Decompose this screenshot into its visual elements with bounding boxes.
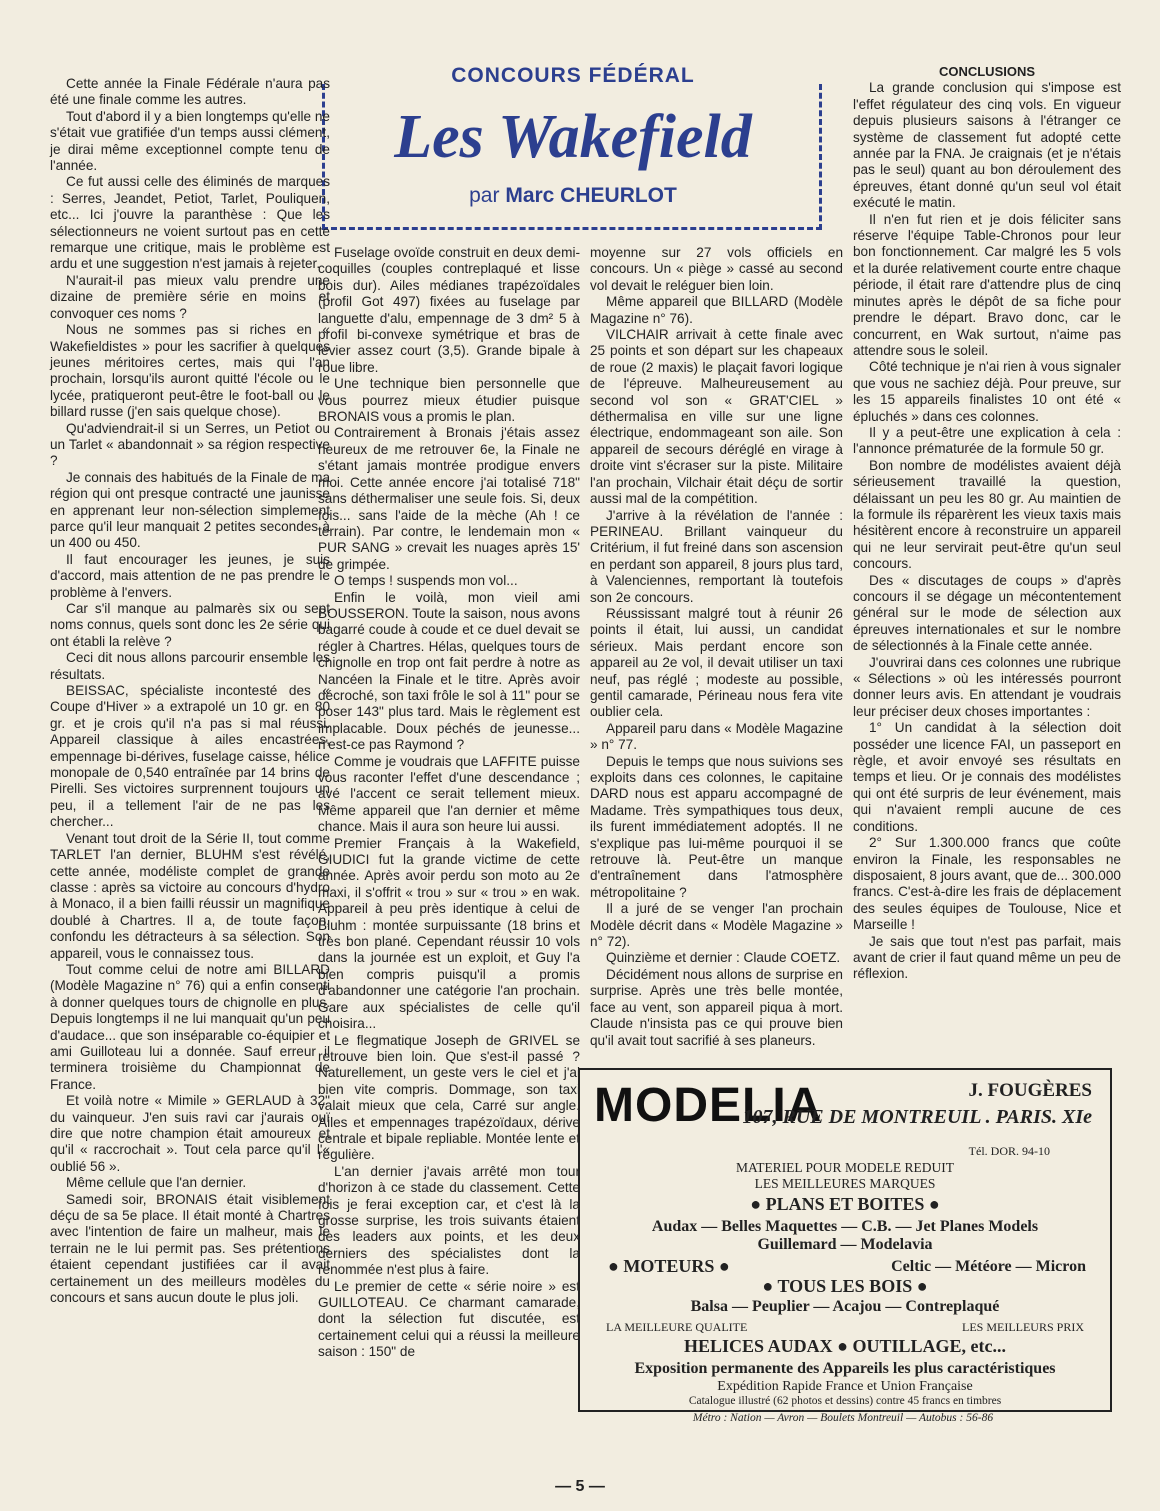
paragraph: Et voilà notre « Mimile » GERLAUD à 32" du vainqueur. J'en suis ravi car j'aurais ouï dire que notre champion était amoureux et qu'il « raccrochait ». Tout cela parce qu'il l'« oublié 56 ».	[50, 1093, 330, 1174]
ad-expedition-line: Expédition Rapide France et Union Française	[717, 1379, 973, 1394]
article-byline	[322, 184, 824, 208]
ad-metro-line: Métro : Nation — Avron — Boulets Montreuil — Autobus : 56-86	[692, 1412, 994, 1424]
ad-store-name: J. FOUGÈRES	[968, 1080, 1092, 1101]
paragraph: Le flegmatique Joseph de GRIVEL se retrouve bien loin. Que s'est-il passé ? Naturellement, un geste vers le ciel et j'ai bien vite compris. Dommage, son taxi valait mieux que cela, Carré sur angle. Ailes et empennages trapézoïdaux, dérive centrale et bipale repliable. Montée lente et régulière.	[318, 1032, 580, 1163]
paragraph: Réussissant malgré tout à réunir 26 points il était, lui aussi, un candidat sérieux. Mais perdant encore son appareil au 2e vol, il devait utiliser un taxi neuf, pas réglé ; modeste au possible, gentil camarade, Périneau nous fera vite oublier cela.	[590, 605, 843, 720]
ad-prices: LES MEILLEURS PRIX	[961, 1320, 1084, 1334]
paragraph: Quinzième et dernier : Claude COETZ.	[606, 950, 841, 966]
ad-brands-line: Audax — Belles Maquettes — C.B. — Jet Planes Models	[651, 1218, 1039, 1235]
paragraph: Il y a peut-être une explication à cela : l'annonce prématurée de la formule 50 gr.	[853, 424, 1121, 457]
paragraph: Depuis le temps que nous suivions ses exploits dans ces colonnes, le capitaine DARD nous est apparu accompagné de Madame. Très sympathiques tous deux, ils furent immédiatement adoptés. Il ne s'explique pas lui-même pourquoi il se retrouve là. Peut-être un manque d'entraînement dans l'atmosphère métropolitaine ?	[590, 753, 843, 900]
ad-quality-prices	[606, 1320, 1084, 1335]
paragraph: J'ouvrirai dans ces colonnes une rubrique « Sélections » où les intéressés pourront donner leurs avis. En attendant je voudrais leur préciser deux choses importantes :	[853, 654, 1121, 719]
article-column-1	[50, 76, 330, 1306]
article-header	[322, 64, 824, 234]
paragraph: Même appareil que BILLARD (Modèle Magazine n° 76).	[590, 294, 843, 326]
paragraph: Même cellule que l'an dernier.	[66, 1175, 247, 1191]
paragraph: Tout comme celui de notre ami BILLARD (Modèle Magazine n° 76) qui a enfin consenti à donner quelques tours de chignolle en plus. Depuis longtemps il ne lui manquait qu'un peu d'audace... que son inséparable co-équipier et ami Guilloteau lui a donnée. Sauf erreur il terminera troisième du Championnat de France.	[50, 961, 330, 1092]
paragraph: Nous ne sommes pas si riches en « Wakefieldistes » pour les sacrifier à quelques jeunes méritoires certes, mais qui l'an prochain, lorsqu'ils auront quitté l'école ou le lycée, pratiqueront peut-être le foot-ball ou le billard russe (j'en sais quelque chose).	[50, 322, 330, 420]
paragraph: Le premier de cette « série noire » est GUILLOTEAU. Ce charmant camarade, dont la sélection fut discutée, est certainement celui qui a réussi la meilleure saison : 150" de	[318, 1278, 580, 1360]
conclusions-heading: CONCLUSIONS	[938, 64, 1036, 79]
article-column-3	[590, 245, 843, 1049]
modelia-advertisement	[578, 1068, 1112, 1412]
ad-helices-line: HELICES AUDAX ● OUTILLAGE, etc...	[684, 1336, 1006, 1356]
ad-motors-line: Celtic — Météore — Micron	[891, 1258, 1086, 1275]
ad-brands-line: Guillemard — Modelavia	[757, 1236, 933, 1253]
paragraph: Il faut encourager les jeunes, je suis d'accord, mais attention de ne pas prendre le problème à l'envers.	[50, 551, 330, 600]
paragraph: Ceci dit nous allons parcourir ensemble les résultats.	[50, 650, 330, 682]
paragraph: Bon nombre de modélistes avaient déjà sérieusement travaillé la question, délaissant un peu les 80 gr. Au maintien de la formule ils réparèrent les vieux taxis mais hésitèrent encore à reconstruire un appareil qui ne leur servirait peut-être qu'un seul concours.	[853, 457, 1121, 572]
paragraph: La grande conclusion qui s'impose est l'effet régulateur des cinq vols. En vigueur depuis plusieurs saisons à l'étranger ce système de classement fut adopté cette année par la FNA. Je craignais (et je n'étais pas le seul) quant au bon déroulement des épreuves, étant donné qu'un seul vol était exécuté le matin.	[853, 80, 1121, 211]
paragraph: BEISSAC, spécialiste incontesté des « Coupe d'Hiver » a extrapolé un 10 gr. en 80 gr. et je crois qu'il n'a pas si mal réussi. Appareil classique à ailes encastrées, empennage bi-dérives, fuselage caisse, hélice monopale de 0,540 entraînée par 14 brins de Pirelli. Ses victoires surprennent toujours un peu, il a tellement l'air de ne pas les chercher...	[50, 683, 330, 830]
byline-author: Marc CHEURLOT	[505, 184, 677, 207]
paragraph: Qu'adviendrait-il si un Serres, un Petiot ou un Tarlet « abandonnait » sa région respective ?	[50, 420, 330, 469]
kicker-text: CONCOURS FÉDÉRAL	[445, 64, 701, 87]
paragraph: Il a juré de se venger l'an prochain Modèle décrit dans « Modèle Magazine » n° 72).	[590, 901, 843, 950]
paragraph: 2° Sur 1.300.000 francs que coûte environ la Finale, les responsables ne disposaient, 8 jours avant, que de... 300.000 francs. C'est-à-dire les frais de déplacement des seules équipes de Toulouse, Nice et Marseille !	[853, 835, 1121, 933]
ad-catalogue-line: Catalogue illustré (62 photos et dessins) contre 45 francs en timbres	[688, 1395, 1002, 1407]
paragraph: Samedi soir, BRONAIS était visiblement déçu de sa 5e place. Il était monté à Chartres avec l'intention de faire un malheur, mais le terrain ne le lui permit pas. Ses prétentions étaient cependant justifiées car il avait certainement un des meilleurs modèles du concours et sans aucun doute le plus joli.	[50, 1191, 330, 1306]
paragraph: Des « discutages de coups » d'après concours il se dégage un mécontentement général sur le mode de sélection aux épreuves internationales et sur le nombre de sélectionnés à la Finale cette année.	[853, 572, 1121, 654]
paragraph: Je connais des habitués de la Finale de ma région qui ont presque contracté une jaunisse en apprenant leur non-sélection simplement parce qu'il leur manquait 2 petites secondes à un 400 ou 450.	[50, 469, 330, 551]
paragraph: Je sais que tout n'est pas parfait, mais avant de crier il faut quand même un peu de réflexion.	[853, 933, 1121, 982]
ad-telephone: Tél. DOR. 94-10	[968, 1144, 1050, 1158]
paragraph: J'arrive à la révélation de l'année : PERINEAU. Brillant vainqueur du Critérium, il fut freiné dans son ascension en perdant son appareil, 8 jours plus tard, à Valenciennes, remportant là toutefois son 2e concours.	[590, 507, 843, 605]
ad-exposition-line: Exposition permanente des Appareils les plus caractéristiques	[634, 1360, 1056, 1377]
paragraph: Une technique bien personnelle que vous pourrez mieux étudier puisque BRONAIS vous a promis le plan.	[318, 376, 580, 425]
page-number: — 5 —	[555, 1478, 605, 1495]
ad-quality: LA MEILLEURE QUALITE	[606, 1320, 748, 1334]
ad-plans-heading: ● PLANS ET BOITES ●	[750, 1194, 940, 1214]
article-title: Les Wakefield	[394, 103, 752, 171]
paragraph: Enfin le voilà, mon vieil ami BOUSSERON. Toute la saison, nous avons bagarré coude à coude et ce duel devait se régler à Chartres. Hélas, quelques tours de chignolle en trop ont fait perdre à notre as Nancéen la Finale et le titre. Après avoir décroché, son taxi frôle le sol à 11" pour se poser 143" plus tard. Mais le règlement est implacable. Doux péchés de jeunesse... n'est-ce pas Raymond ?	[318, 589, 580, 753]
byline-prefix: par	[469, 184, 500, 207]
paragraph: Il n'en fut rien et je dois féliciter sans réserve l'équipe Table-Chronos pour leur bon fonctionnement. Car malgré les 5 vols et la durée relativement courte entre chaque période, il était rare d'attendre plus de cinq minutes après le dépôt de sa fiche pour prendre le départ. Bravo donc, car le concurrent, en Wak surtout, n'aime pas attendre sous le soleil.	[853, 211, 1121, 358]
paragraph: 1° Un candidat à la sélection doit posséder une licence FAI, un passeport en règle, et avoir envoyé ses résultats en temps et lieu. Or je connais des modélistes qui ont été surpris de leur événement, mais qui n'avaient rempli aucune de ces conditions.	[853, 720, 1121, 834]
paragraph: Tout d'abord il y a bien longtemps qu'elle ne s'était vue gratifiée d'un temps aussi clément, je dirai même exceptionnel compte tenu de l'année.	[50, 108, 330, 174]
paragraph: Car s'il manque au palmarès six ou sept noms connus, quels sont donc les 2e série qui ont établi la relève ?	[50, 601, 330, 649]
paragraph: moyenne sur 27 vols officiels en concours. Un « piège » cassé au second vol devait le reléguer bien loin.	[590, 245, 843, 293]
ad-line: LES MEILLEURES MARQUES	[754, 1176, 936, 1191]
paragraph: O temps ! suspends mon vol...	[334, 573, 518, 589]
article-column-2	[318, 245, 580, 1361]
ad-woods-line: Balsa — Peuplier — Acajou — Contreplaqué	[690, 1298, 1000, 1315]
paragraph: Comme je voudrais que LAFFITE puisse vous raconter l'effet d'une descendance ; avé l'accent ce serait tellement mieux. Même appareil que l'an dernier et même chance. Mais il aura son heure lui aussi.	[318, 753, 580, 835]
paragraph: Premier Français à la Wakefield, GIUDICI fut la grande victime de cette année. Après avoir perdu son moto au 2e maxi, il s'offrit « trou » sur « trou » en wak. Appareil à peu près identique à celui de Bluhm : montée surpuissante (18 brins et très bon plané. Cependant réussir 10 vols dans la journée est un exploit, et Guy l'a bien compris puisqu'il a promis d'abandonner une catégorie l'an prochain. Gare aux spécialistes de celle qu'il choisira...	[318, 835, 580, 1032]
section-kicker	[322, 64, 824, 88]
ad-bois-heading: ● TOUS LES BOIS ●	[762, 1276, 928, 1296]
ad-moteurs-heading: ● MOTEURS ●	[608, 1256, 730, 1276]
paragraph: Décidément nous allons de surprise en surprise. Après une très belle montée, face au vent, son appareil piqua à mort. Claude n'insista pas ce qui prouve bien qu'il avait tout sacrifié à ses planeurs.	[590, 966, 843, 1048]
paragraph: N'aurait-il pas mieux valu prendre une dizaine de première série en moins et convoquer ces noms ?	[50, 272, 330, 321]
paragraph: Côté technique je n'ai rien à vous signaler que vous ne sachiez déjà. Pour preuve, sur les 15 appareils finalistes 10 ont été « épluchés » dans ces colonnes.	[853, 359, 1121, 424]
ad-line: MATERIEL POUR MODELE REDUIT	[735, 1160, 955, 1175]
paragraph: Appareil paru dans « Modèle Magazine » n° 77.	[590, 720, 843, 753]
paragraph: Cette année la Finale Fédérale n'aura pas été une finale comme les autres.	[50, 76, 330, 108]
paragraph: L'an dernier j'avais arrêté mon tour d'horizon à ce stade du classement. Cette fois je ferai exception car, et c'est là la grosse surprise, les trois suivants étaient des leaders aux points, et les deux derniers des spécialistes dont la renommée n'est plus à faire.	[318, 1163, 580, 1278]
paragraph: VILCHAIR arrivait à cette finale avec 25 points et son départ sur les chapeaux de roue (2 maxis) le plaçait favori logique de l'épreuve. Malheureusement au second vol son « GRAT'CIEL » déthermalisa en ville sur une ligne électrique, endommageant son aile. Son appareil de secours déréglé en virage à droite vint s'écraser sur la piste. Militaire l'an prochain, Vilchair était déçu de sortir aussi mal de la compétition.	[590, 327, 843, 507]
article-column-4	[853, 64, 1121, 983]
paragraph: Ce fut aussi celle des éliminés de marques : Serres, Jeandet, Petiot, Tarlet, Pouliquen, etc... Ici j'ouvre la paranthèse : Que les sélectionneurs ne voient surtout pas en cette remarque une critique, mais le problème est ardu et une suggestion n'est jamais à rejeter.	[50, 174, 330, 272]
ad-address: 107, RUE DE MONTREUIL . PARIS. XIe	[742, 1106, 1092, 1128]
paragraph: Fuselage ovoïde construit en deux demi-coquilles (couples contreplaqué et lisse bois dur). Ailes médianes trapézoïdales (profil Got 497) fixées au fuselage par languette d'alu, empennage de 3 dm² 5 à profil bi-convexe symétrique et bras de levier assez court (3,5). Grande bipale à roue libre.	[318, 245, 580, 375]
paragraph: Contrairement à Bronais j'étais assez heureux de me retrouver 6e, la Finale ne s'étant jamais montrée prodigue envers moi. Cette année encore j'ai totalisé 718" sans déthermaliser une seule fois. Si, deux fois... sans l'aide de la mèche (Ah ! ce terrain). Par contre, le lendemain mon « PUR SANG » crevait les nuages après 15' de grimpée.	[318, 425, 580, 572]
ad-brand-logo: MODELIA	[594, 1079, 823, 1132]
paragraph: Venant tout droit de la Série II, tout comme TARLET l'an dernier, BLUHM s'est révélé, cette année, modéliste complet de grande classe : après sa victoire au concours d'hydro à Monaco, il a bien failli réussir un magnifique doublé à Chartres. Il a, de toute façon, confondu les détracteurs à sa sélection. Son appareil, vous le connaissez tous.	[50, 830, 330, 961]
